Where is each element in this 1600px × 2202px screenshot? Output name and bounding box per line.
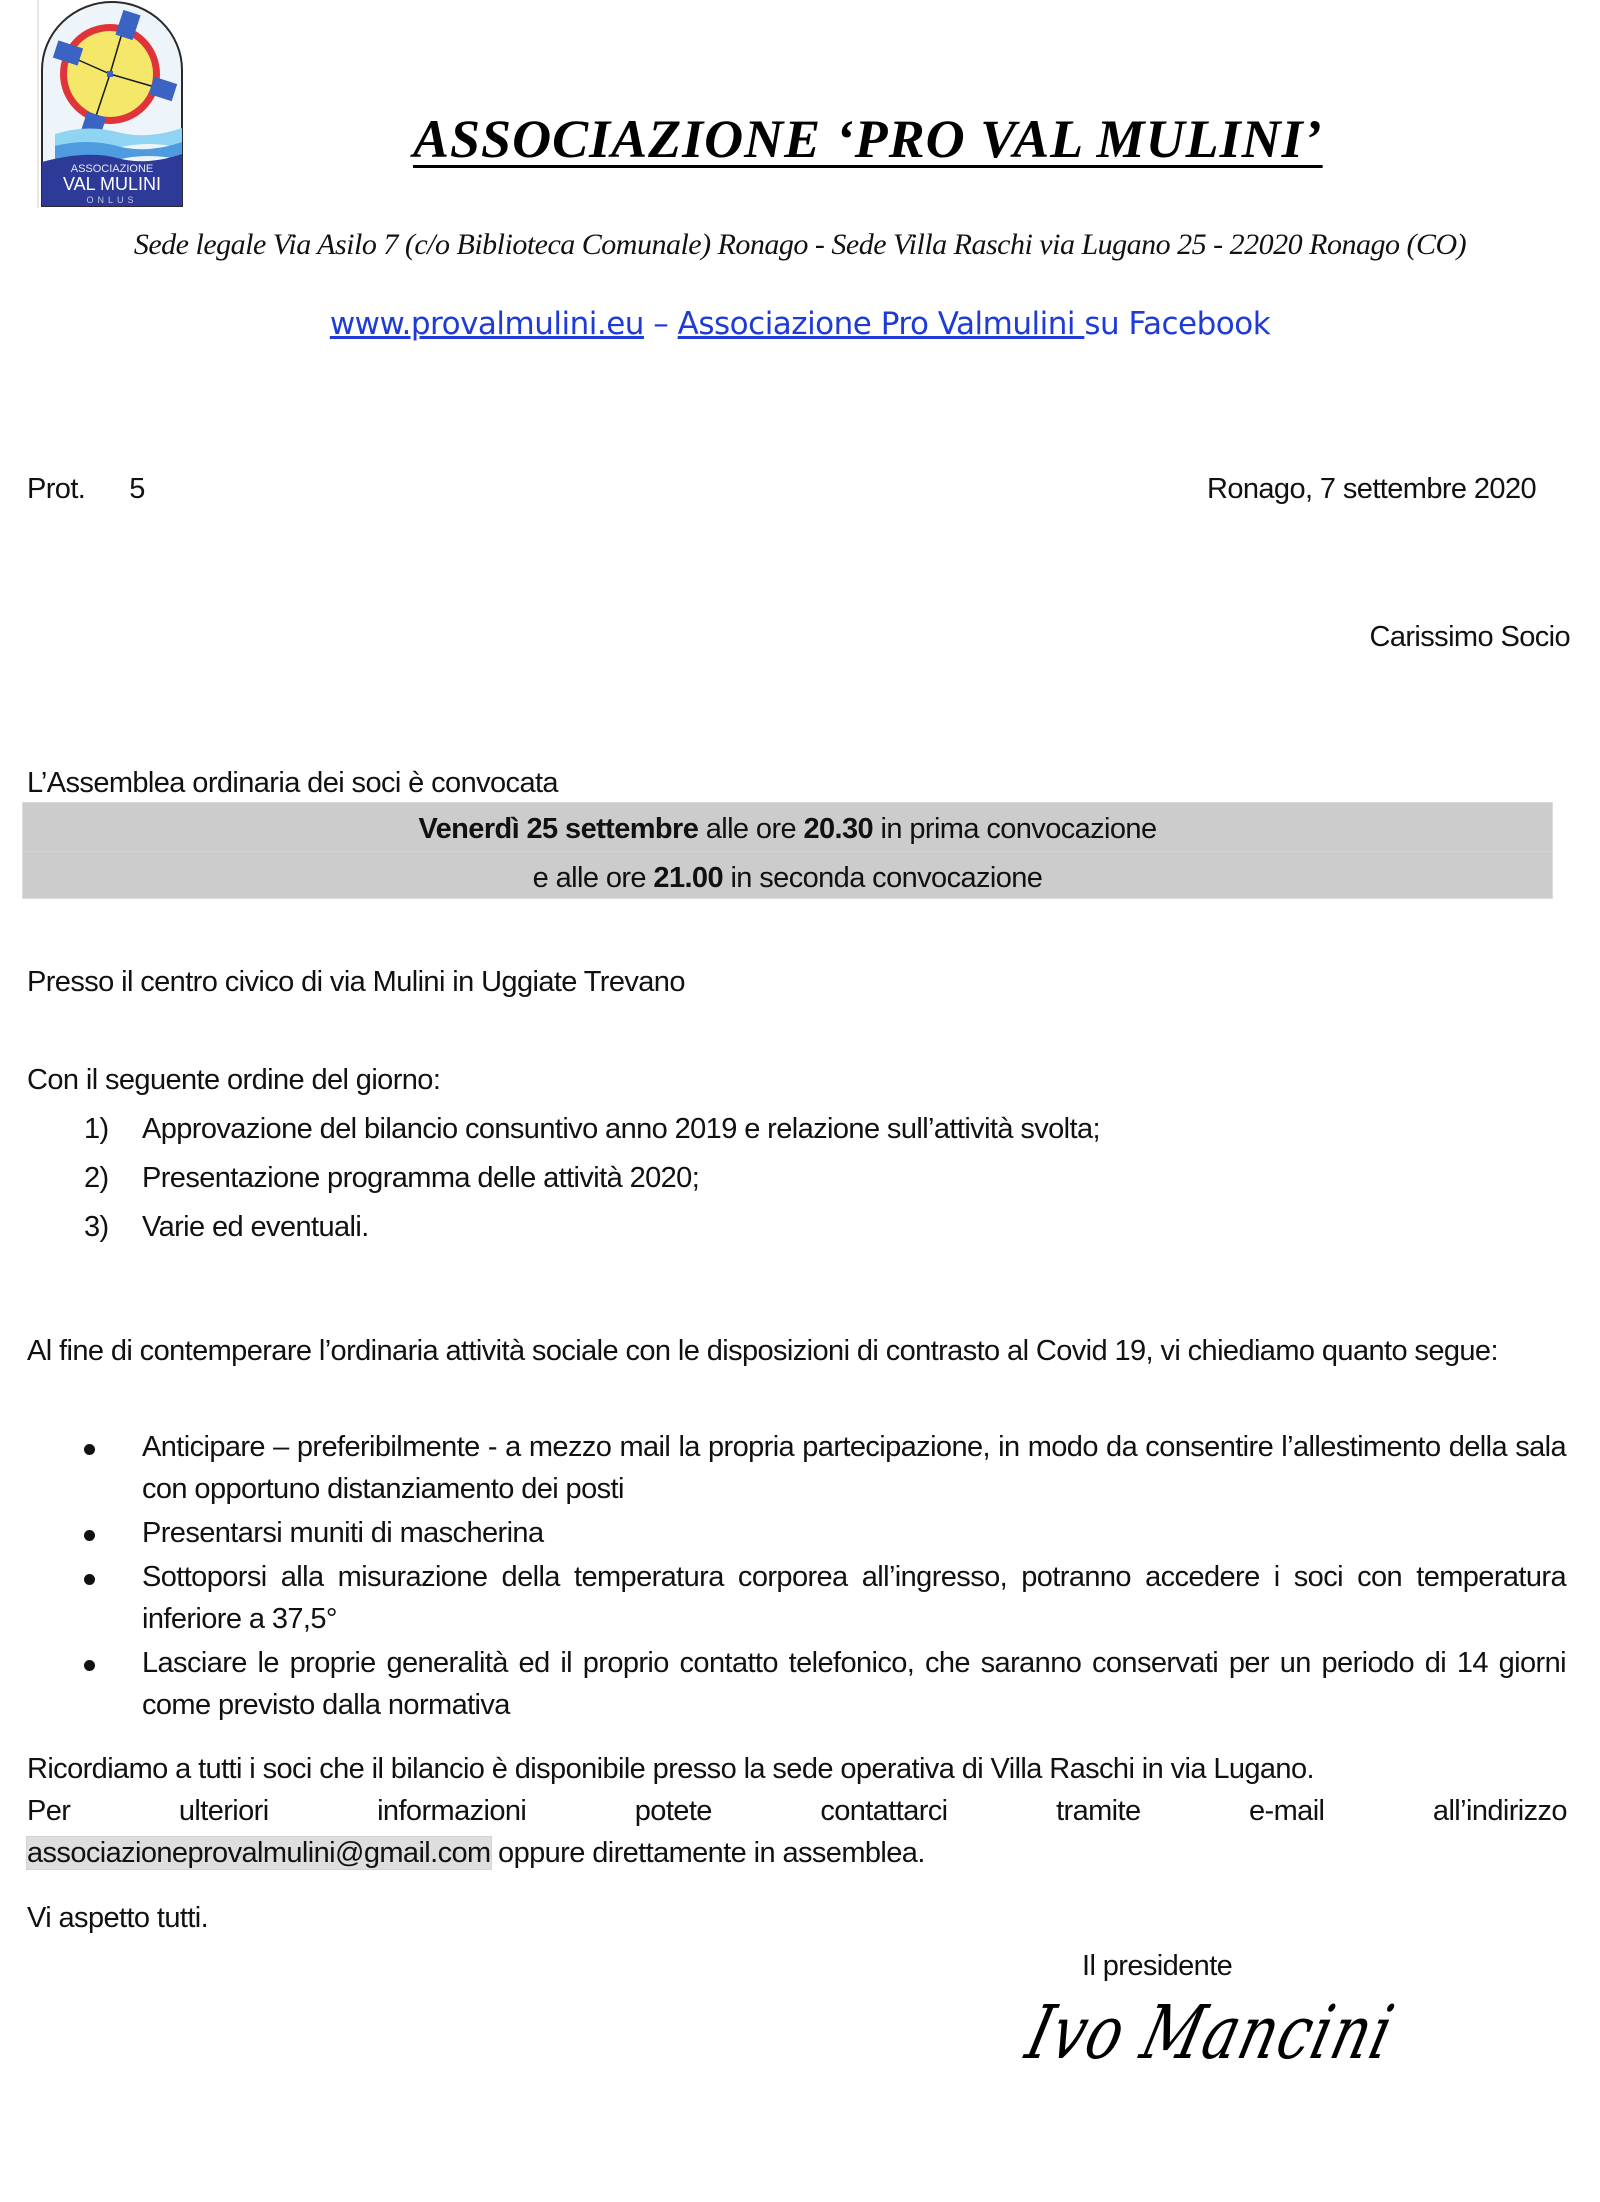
second-convocation-head: e alle ore (532, 862, 654, 894)
agenda-number: 3) (84, 1211, 109, 1243)
place-date: Ronago, 7 settembre 2020 (1207, 473, 1536, 505)
first-convocation (23, 815, 1552, 844)
word: ulteriori (178, 1795, 269, 1827)
first-convocation-tail: in prima convocazione (873, 813, 1157, 845)
meeting-location: Presso il centro civico di via Mulini in Uggiate Trevano (27, 966, 685, 998)
agenda-item (84, 1164, 699, 1193)
protocol-value: 5 (129, 473, 145, 505)
windmill-logo-icon (37, 0, 187, 208)
covid-intro: Al fine di contemperare l’ordinaria attività sociale con le disposizioni di contrasto al Covid 19, vi chiediamo quanto segue: (27, 1335, 1498, 1367)
closing-line: Vi aspetto tutti. (27, 1902, 209, 1934)
bullet-icon (84, 1530, 95, 1541)
address-line: Sede legale Via Asilo 7 (c/o Biblioteca Comunale) Ronago - Sede Villa Raschi via Lugano 25 - 22020 Ronago (CO) (133, 228, 1467, 261)
salutation: Carissimo Socio (1369, 621, 1570, 653)
reminder-line-1: Ricordiamo a tutti i soci che il bilancio è disponibile presso la sede operativa di Villa Raschi in via Lugano. (27, 1753, 1314, 1785)
reminder-paragraph (27, 1748, 1567, 1874)
agenda-text: Presentazione programma delle attività 2020; (142, 1162, 700, 1194)
bullet-icon (84, 1574, 95, 1585)
agenda-intro: Con il seguente ordine del giorno: (27, 1064, 441, 1096)
signer-title: Il presidente (1082, 1950, 1233, 1982)
website-link[interactable]: www.provalmulini.eu (329, 306, 644, 342)
facebook-page-link[interactable]: Associazione Pro Valmulini (677, 306, 1085, 342)
first-convocation-mid: alle ore (698, 813, 804, 845)
agenda-text: Varie ed eventuali. (142, 1211, 369, 1243)
reminder-line-2 (27, 1790, 1567, 1832)
word: informazioni (377, 1795, 527, 1827)
word: tramite (1056, 1795, 1141, 1827)
svg-text:ONLUS: ONLUS (86, 195, 138, 205)
svg-text:ASSOCIAZIONE: ASSOCIAZIONE (70, 163, 154, 175)
word: Per (27, 1795, 71, 1827)
covid-rule-text: Presentarsi muniti di mascherina (142, 1517, 544, 1549)
links-separator: – (643, 306, 678, 342)
meeting-day: Venerdì 25 settembre (418, 813, 699, 845)
protocol-label: Prot. (27, 473, 86, 505)
agenda-item (84, 1213, 369, 1242)
agenda-number: 2) (84, 1162, 109, 1194)
assembly-intro: L’Assemblea ordinaria dei soci è convocata (27, 767, 558, 799)
covid-rule-text: Lasciare le proprie generalità ed il proprio contatto telefonico, che saranno conservati per un periodo di 14 giorni come previsto dalla normativa (142, 1647, 1566, 1721)
protocol-number (27, 475, 145, 504)
association-logo (37, 0, 187, 208)
bullet-icon (84, 1660, 95, 1671)
reminder-tail: oppure direttamente in assemblea. (490, 1837, 925, 1869)
convocation-box (22, 802, 1553, 899)
word: e-mail (1249, 1795, 1325, 1827)
links-line (0, 306, 1600, 342)
second-convocation (23, 864, 1552, 893)
agenda-item (84, 1115, 1100, 1144)
svg-text:VAL MULINI: VAL MULINI (62, 174, 162, 194)
covid-rule-text: Anticipare – preferibilmente - a mezzo mail la propria partecipazione, in modo da consentire l’allestimento della sala con opportuno distanziamento dei posti (142, 1431, 1566, 1505)
second-convocation-time: 21.00 (653, 862, 723, 894)
convocation-divider (23, 851, 1552, 852)
handwritten-signature: Ivo Mancini (1018, 1990, 1403, 2076)
covid-rule-text: Sottoporsi alla misurazione della temperatura corporea all’ingresso, potranno accedere i soci con temperatura inferiore a 37,5° (142, 1561, 1566, 1635)
agenda-number: 1) (84, 1113, 109, 1145)
word: contattarci (820, 1795, 948, 1827)
organization-title: ASSOCIAZIONE ‘PRO VAL MULINI’ (413, 109, 1323, 169)
bullet-icon (84, 1444, 95, 1455)
second-convocation-tail: in seconda convocazione (723, 862, 1043, 894)
agenda-text: Approvazione del bilancio consuntivo anno 2019 e relazione sull’attività svolta; (142, 1113, 1100, 1145)
reminder-line-3 (27, 1832, 1567, 1874)
first-convocation-time: 20.30 (803, 813, 874, 845)
word: potete (634, 1795, 712, 1827)
contact-email-link[interactable]: associazioneprovalmulini@gmail.com (27, 1837, 491, 1869)
facebook-suffix: su Facebook (1084, 306, 1271, 342)
word: all’indirizzo (1432, 1795, 1567, 1827)
